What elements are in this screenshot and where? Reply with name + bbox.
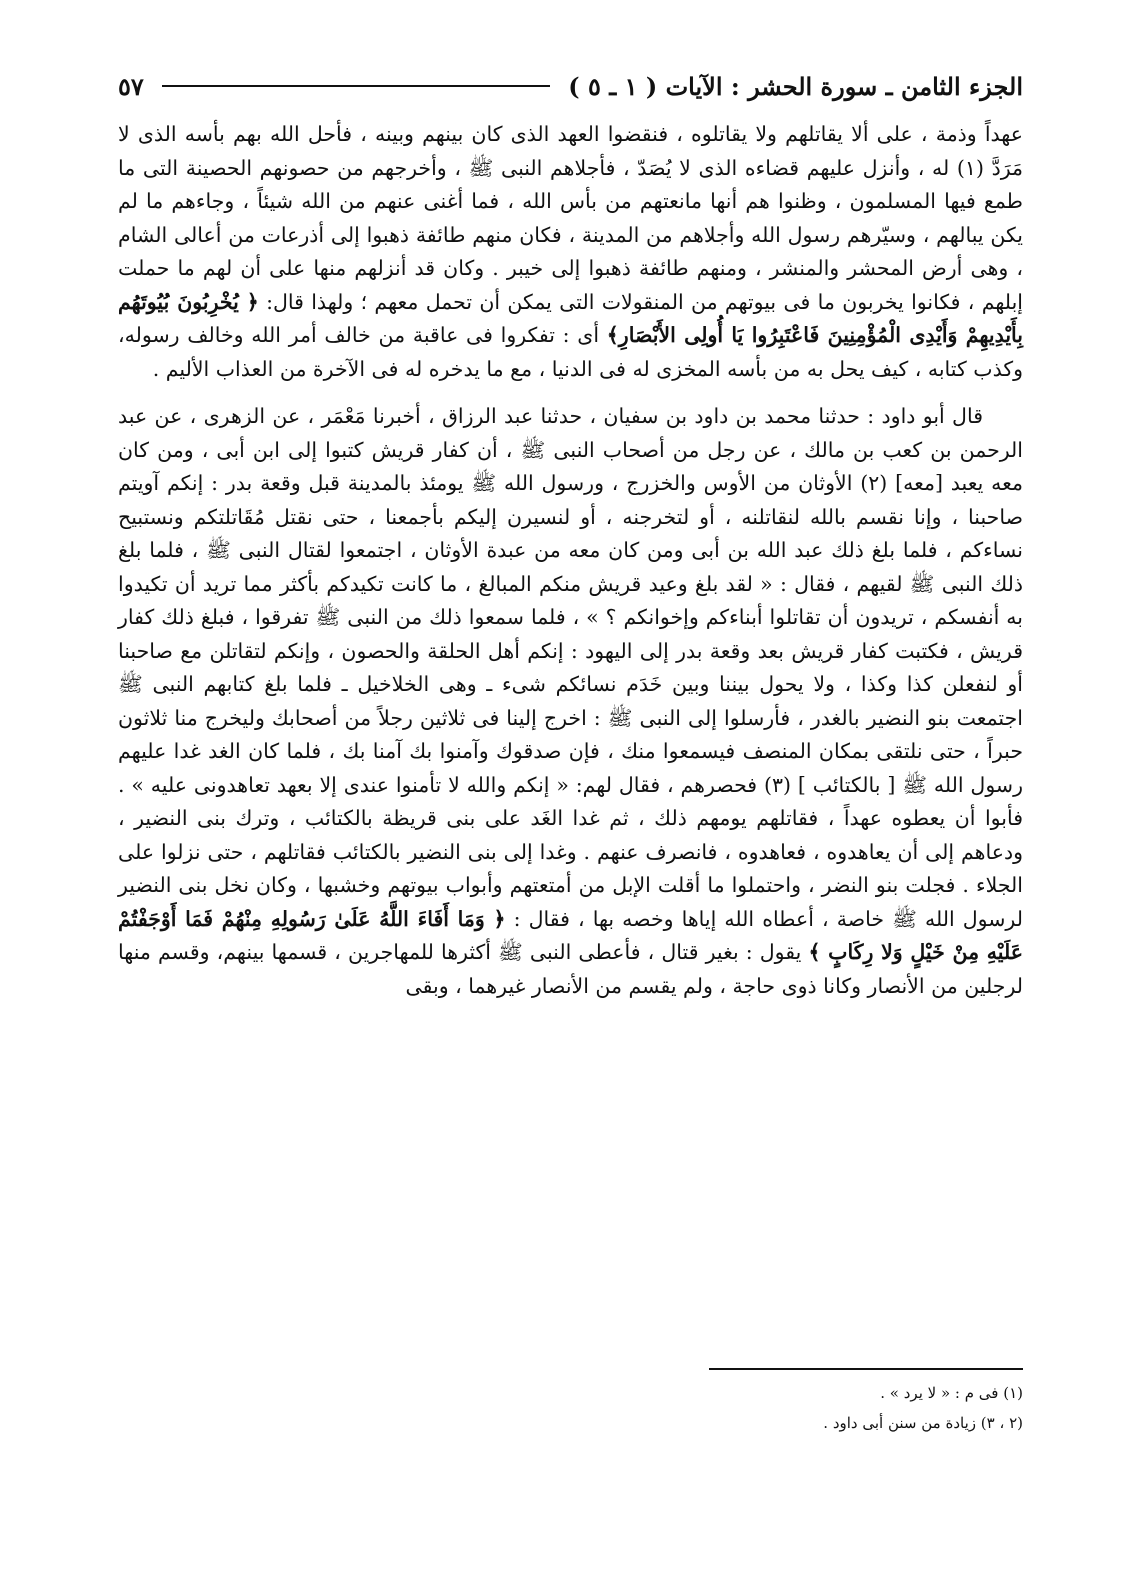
paragraph-2-text-b: يقول : بغير قتال ، فأعطى النبى ﷺ أكثرها للمهاجرين ، قسمها بينهم، وقسم منها لرجلين من الأنصار وكانا ذوى حاجة ، ولم يقسم من الأنصار غيرهما ، وبقى <box>118 940 1023 998</box>
footnote-separator <box>709 1368 1023 1370</box>
paragraph-1 <box>118 118 1023 386</box>
body-text <box>118 118 1023 1003</box>
footnote-2: (٢ ، ٣) زيادة من سنن أبى داود . <box>823 1414 1023 1432</box>
paragraph-1-text-b: أى : تفكروا فى عاقبة من خالف أمر الله وخالف رسوله، وكذب كتابه ، كيف يحل به من بأسه المخزى له فى الدنيا ، مع ما يدخره له فى الآخرة من العذاب الأليم . <box>118 323 1023 381</box>
footnotes <box>118 1378 1023 1438</box>
header-rule <box>162 85 550 87</box>
running-header <box>118 66 1023 106</box>
quran-verse-1: ﴿ يُخْرِبُونَ بُيُوتَهُم بِأَيْدِيهِمْ وَأَيْدِى الْمُؤْمِنِينَ فَاعْتَبِرُوا يَا أُولِى الأَبْصَارِ﴾ <box>118 289 1023 347</box>
chapter-title: الجزء الثامن ـ سورة الحشر : الآيات ( ١ ـ ٥ ) <box>568 71 1023 101</box>
footnote-1: (١) فى م : « لا يرد » . <box>880 1384 1023 1402</box>
page-number: ٥٧ <box>118 71 144 101</box>
paragraph-1-text-a: عهداً وذمة ، على ألا يقاتلهم ولا يقاتلوه ، فنقضوا العهد الذى كان بينهم وبينه ، فأحل الله بهم بأسه الذى لا مَرَدَّ (١) له ، وأنزل عليهم قضاءه الذى لا يُصَدّ ، فأجلاهم النبى ﷺ ، وأخرجهم من حصونهم الحصينة التى ما طمع فيها المسلمون ، وظنوا هم أنها مانعتهم من بأس الله ، فما أغنى عنهم من الله شيئاً ، وجاءهم ما لم يكن يبالهم ، وسيّرهم رسول الله وأجلاهم من المدينة ، فكان منهم طائفة ذهبوا إلى أذرعات من أعالى الشام ، وهى أرض المحشر والمنشر ، ومنهم طائفة ذهبوا إلى خيبر . وكان قد أنزلهم منها على أن لهم ما حملت إبلهم ، فكانوا يخربون ما فى بيوتهم من المنقولات التى يمكن أن تحمل معهم ؛ ولهذا قال: <box>118 122 1023 314</box>
paragraph-2 <box>118 400 1023 1003</box>
paragraph-2-text-a: قال أبو داود : حدثنا محمد بن داود بن سفيان ، حدثنا عبد الرزاق ، أخبرنا مَعْمَر ، عن الزهرى ، عن عبد الرحمن بن كعب بن مالك ، عن رجل من أصحاب النبى ﷺ ، أن كفار قريش كتبوا إلى ابن أبى ، ومن كان معه يعبد [معه] (٢) الأوثان من الأوس والخزرج ، ورسول الله ﷺ يومئذ بالمدينة قبل وقعة بدر : إنكم آويتم صاحبنا ، وإنا نقسم بالله لنقاتلنه ، أو لتخرجنه ، أو لنسيرن إليكم بأجمعنا ، حتى نقتل مُقَاتلتكم ونستبيح نساءكم ، فلما بلغ ذلك عبد الله بن أبى ومن كان معه من عبدة الأوثان ، اجتمعوا لقتال النبى ﷺ ، فلما بلغ ذلك النبى ﷺ لقيهم ، فقال : « لقد بلغ وعيد قريش منكم المبالغ ، ما كانت تكيدكم بأكثر مما تريد أن تكيدوا به أنفسكم ، تريدون أن تقاتلوا أبناءكم وإخوانكم ؟ » ، فلما سمعوا ذلك من النبى ﷺ تفرقوا ، فبلغ ذلك كفار قريش ، فكتبت كفار قريش بعد وقعة بدر إلى اليهود : إنكم أهل الحلقة والحصون ، وإنكم لتقاتلن مع صاحبنا أو لنفعلن كذا وكذا ، ولا يحول بيننا وبين خَدَم نسائكم شىء ـ وهى الخلاخيل ـ فلما بلغ كتابهم النبى ﷺ اجتمعت بنو النضير بالغدر ، فأرسلوا إلى النبى ﷺ : اخرج إلينا فى ثلاثين رجلاً من أصحابك وليخرج منا ثلاثون حبراً ، حتى نلتقى بمكان المنصف فيسمعوا منك ، فإن صدقوك وآمنوا بك آمنا بك ، فلما كان الغد غدا عليهم رسول الله ﷺ [ بالكتائب ] (٣) فحصرهم ، فقال لهم: « إنكم والله لا تأمنوا عندى إلا بعهد تعاهدونى عليه » . فأبوا أن يعطوه عهداً ، فقاتلهم يومهم ذلك ، ثم غدا الغَد على بنى قريظة بالكتائب ، وترك بنى النضير ، ودعاهم إلى أن يعاهدوه ، فعاهدوه ، فانصرف عنهم . وغدا إلى بنى النضير بالكتائب فقاتلهم ، حتى نزلوا على الجلاء . فجلت بنو النضر ، واحتملوا ما أقلت الإبل من أمتعتهم وأبواب بيوتهم وخشبها ، وكان نخل بنى النضير لرسول الله ﷺ خاصة ، أعطاه الله إياها وخصه بها ، فقال : <box>118 404 1023 931</box>
quran-verse-2: ﴿ وَمَا أَفَاءَ اللَّهُ عَلَىٰ رَسُولِهِ مِنْهُمْ فَمَا أَوْجَفْتُمْ عَلَيْهِ مِنْ خَيْلٍ وَلا رِكَابٍ ﴾ <box>118 906 1023 964</box>
